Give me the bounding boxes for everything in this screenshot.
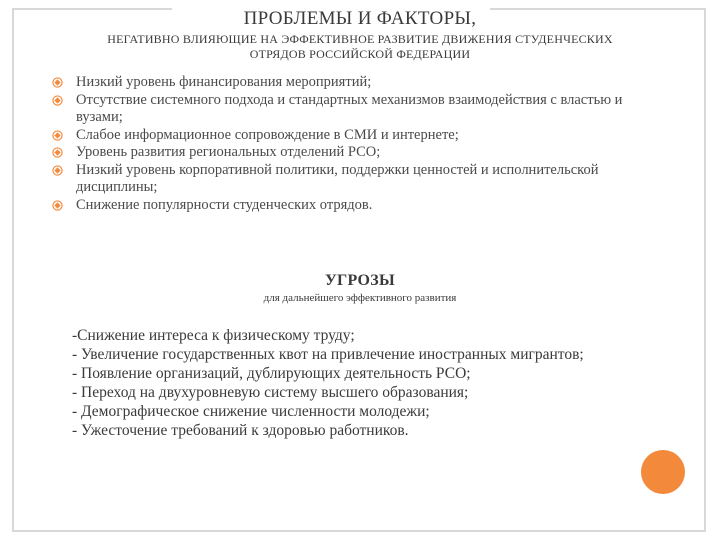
- bullet-icon: [52, 130, 63, 141]
- factor-text: Слабое информационное сопровождение в СМИ и интернете;: [76, 126, 459, 143]
- factor-item: [52, 197, 652, 215]
- factor-text: Уровень развития региональных отделений РСО;: [76, 144, 381, 160]
- frame-left-border: [12, 8, 14, 532]
- threats-list: [72, 326, 632, 440]
- factor-item: [52, 92, 652, 127]
- factor-text: Отсутствие системного подхода и стандартных механизмов взаимодействия с властью и вузами;: [76, 91, 623, 125]
- threats-subheading: для дальнейшего эффективного развития: [263, 292, 457, 304]
- threat-item: - Демографическое снижение численности молодежи;: [72, 403, 430, 420]
- decorative-orange-circle: [641, 450, 685, 494]
- bullet-icon: [52, 77, 63, 88]
- bullet-icon: [52, 147, 63, 158]
- frame-bottom-border: [12, 530, 706, 532]
- threat-item: - Появление организаций, дублирующих деятельность РСО;: [72, 365, 471, 382]
- factor-item: [52, 144, 652, 162]
- threat-item: - Переход на двухуровневую систему высшего образования;: [72, 384, 469, 401]
- slide-title: ПРОБЛЕМЫ И ФАКТОРЫ,: [243, 8, 477, 29]
- factor-text: Низкий уровень финансирования мероприятий;: [76, 74, 372, 90]
- slide-subtitle: НЕГАТИВНО ВЛИЯЮЩИЕ НА ЭФФЕКТИВНОЕ РАЗВИТИЕ ДВИЖЕНИЯ СТУДЕНЧЕСКИХ ОТРЯДОВ РОССИЙСКОЙ ФЕДЕРАЦИИ: [107, 32, 613, 61]
- factor-item: [52, 127, 652, 145]
- bullet-icon: [52, 165, 63, 176]
- frame-right-border: [704, 8, 706, 532]
- threat-item: - Увеличение государственных квот на привлечение иностранных мигрантов;: [72, 346, 584, 363]
- factor-item: [52, 74, 652, 92]
- bullet-icon: [52, 95, 63, 106]
- threat-item: - Ужесточение требований к здоровью работников.: [72, 422, 409, 439]
- threat-item: -Снижение интереса к физическому труду;: [72, 327, 355, 344]
- factor-item: [52, 162, 652, 197]
- factor-text: Низкий уровень корпоративной политики, поддержки ценностей и исполнительской дисциплины;: [76, 161, 599, 195]
- factors-list: [52, 74, 652, 214]
- factor-text: Снижение популярности студенческих отрядов.: [76, 196, 373, 213]
- bullet-icon: [52, 200, 63, 211]
- threats-heading: УГРОЗЫ: [324, 272, 395, 289]
